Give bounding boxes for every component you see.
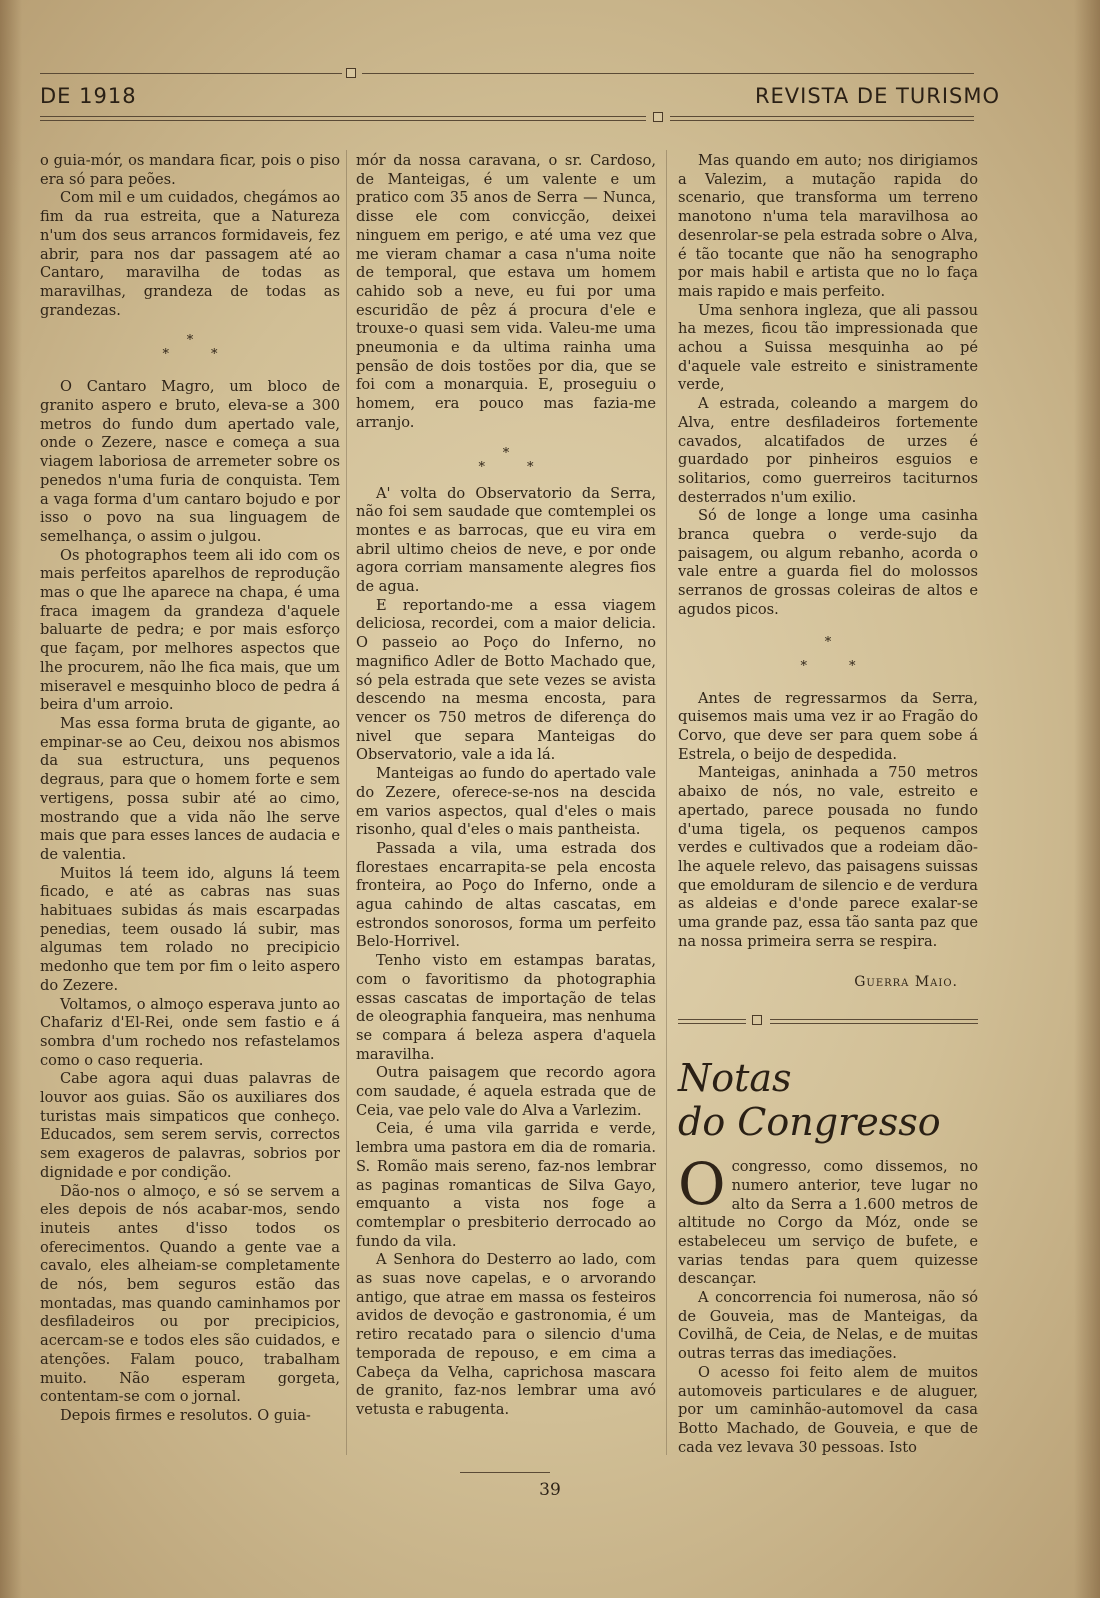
paragraph: Passada a vila, uma estrada dos florestaes encarrapita-se pela encosta fronteira, ao Poço do Inferno, onde a agua cahindo de altas cascatas, em estrondos sonorosos, forma um perfeito Belo-Horrivel.: [356, 839, 656, 951]
header-rule-right: [670, 116, 974, 121]
header-rule-left: [40, 116, 646, 121]
star: *: [502, 445, 510, 461]
divider-rule-left: [678, 1019, 746, 1024]
header-date: DE 1918: [40, 84, 137, 108]
section-title: [678, 1056, 978, 1144]
paragraph: Muitos lá teem ido, alguns lá teem ficado, e até as cabras nas suas habituaes subidas ás mais escarpadas penedias, teem ousado lá subir, mas algumas tem rolado no precipicio medonho que tem por fim o leito aspero do Zezere.: [40, 864, 340, 994]
page-edge-shadow-right: [1074, 0, 1100, 1598]
star: *: [527, 459, 534, 475]
article-column-3: [678, 152, 978, 1457]
star: *: [162, 347, 169, 363]
top-rule-left: [40, 73, 342, 74]
section-separator-stars: [678, 636, 978, 674]
article-column-1: [40, 152, 340, 1426]
author-signature: Guerra Maio.: [854, 974, 958, 991]
paragraph: Os photographos teem ali ido com os mais perfeitos aparelhos de reprodução mas o que lhe aparece na chapa, é uma fraca imagem da grandeza d'aquele baluarte de pedra; e por mais esforço que façam, por melhores aspectos que lhe procurem, não lhe fica mais, que um miseravel e mesquinho bloco de pedra á beira d'um arroio.: [40, 546, 340, 714]
star: *: [211, 347, 218, 363]
top-rule-right: [362, 73, 974, 74]
paragraph: Cabe agora aqui duas palavras de louvor aos guias. São os auxiliares dos turistas mais simpaticos que conheço. Educados, sem serem servis, correctos sem exageros de palavras, sobrios por dignidade e por condição.: [40, 1070, 340, 1181]
divider-rule-right: [770, 1019, 978, 1024]
paragraph: Outra paisagem que recordo agora com saudade, é aquela estrada que de Ceia, vae pelo vale do Alva a Varlezim.: [356, 1064, 656, 1119]
paragraph: A Senhora do Desterro ao lado, com as suas nove capelas, e o arvorando antigo, que atrae em massa os festeiros avidos de devoção e gastronomia, é um retiro recatado para o silencio d'uma temporada de repouso, e em cima a Cabeça da Velha, caprichosa mascara de granito, faz-nos lembrar uma avó vetusta e rabugenta.: [356, 1251, 656, 1418]
divider-ornament: [752, 1015, 762, 1025]
paragraph: Depois firmes e resolutos. O guia-: [60, 1407, 311, 1424]
section-separator-stars: [40, 334, 340, 362]
section-divider: [678, 1012, 978, 1032]
paragraph: O Cantaro Magro, um bloco de granito aspero e bruto, eleva-se a 300 metros do fundo dum apertado vale, onde o Zezere, nasce e começa a sua viagem laboriosa de arremeter sobre os penedos n'uma furia de conquista. Tem a vaga forma d'um cantaro bojudo e por isso o povo na sua linguagem de semelhança, o assim o julgou.: [40, 378, 340, 545]
page-number: 39: [539, 1480, 561, 1500]
paragraph: Manteigas, aninhada a 750 metros abaixo de nós, no vale, estreito e apertado, parece pousada no fundo d'uma tigela, os pequenos campos verdes e cultivados que a rodeiam dão-lhe aquele relevo, das paisagens suissas que emolduram de silencio e de verdura as aldeias e d'onde parece exalar-se uma grande paz, essa tão santa paz que na nossa primeira serra se respira.: [678, 764, 978, 950]
section-separator-stars: [356, 447, 656, 475]
paragraph: O acesso foi feito alem de muitos automoveis particulares e de aluguer, por um caminhão-automovel da casa Botto Machado, de Gouveia, e que de cada vez levava 30 pessoas. Isto: [678, 1363, 978, 1456]
paragraph: mór da nossa caravana, o sr. Cardoso, de Manteigas, é um valente e um pratico com 35 anos de Serra — Nunca, disse ele com convicção, deixei ninguem em perigo, e até uma vez que me vieram chamar a casa n'uma noite de temporal, que estava um homem cahido sob a neve, eu fui por uma escuridão de pêz á procura d'ele e trouxe-o quasi sem vida. Valeu-me uma pneumonia e da ultima rainha uma pensão de dois tostões por dia, que se foi com a monarquia. E, proseguiu o homem, era pouco mas fazia-me arranjo.: [356, 152, 656, 431]
top-ornament: [346, 68, 356, 78]
paragraph: Uma senhora ingleza, que ali passou ha mezes, ficou tão impressionada que achou a Suissa mesquinha ao pé d'aquele vale estreito e sinistramente verde,: [678, 301, 978, 394]
paragraph: Antes de regressarmos da Serra, quisemos mais uma vez ir ao Fragão do Corvo, que deve ser para quem sobe á Estrela, o beijo de despedida.: [678, 689, 978, 763]
paragraph: A concorrencia foi numerosa, não só de Gouveia, mas de Manteigas, da Covilhã, de Ceia, de Nelas, e de muitas outras terras das imediações.: [678, 1289, 978, 1363]
congresso-first-paragraph: [678, 1150, 978, 1289]
paragraph: Com mil e um cuidados, chegámos ao fim da rua estreita, que a Natureza n'um dos seus arrancos formidaveis, fez abrir, para nos dar passagem até ao Cantaro, maravilha de todas as maravilhas, grandeza de todas as grandezas.: [40, 189, 340, 319]
paragraph: Mas quando em auto; nos dirigiamos a Valezim, a mutação rapida do scenario, que transforma um terreno manotono n'uma tela maravilhosa ao desenrolar-se pela estrada sobre o Alva, é tão tocante que não ha senographo por mais habil e artista que no lo faça mais rapido e mais perfeito.: [678, 152, 978, 300]
column-divider-2: [666, 150, 667, 1455]
footer-rule: [460, 1472, 550, 1473]
column-divider-1: [346, 150, 347, 1455]
article-column-2: [356, 152, 656, 1420]
paragraph: E reportando-me a essa viagem deliciosa, recordei, com a maior delicia. O passeio ao Poço do Inferno, no magnifico Adler de Botto Machado que, só pela estrada que sete vezes se avista descendo na mesma encosta, para vencer os 750 metros de diferença do nivel que separa Manteigas do Observatorio, vale a ida lá.: [356, 596, 656, 764]
paragraph: Mas essa forma bruta de gigante, ao empinar-se ao Ceu, deixou nos abismos da sua estructura, uns pequenos degraus, para que o homem forte e sem vertigens, possa subir até ao cimo, mostrando que a vida não lhe serve mais que para esses lances de audacia e de valentia.: [40, 714, 340, 863]
paragraph: Ceia, é uma vila garrida e verde, lembra uma pastora em dia de romaria. S. Romão mais sereno, faz-nos lembrar as paginas romanticas de Silva Gayo, emquanto a vista nos foge a comtemplar o presbiterio derrocado ao fundo da vila.: [356, 1120, 656, 1250]
star: *: [478, 459, 485, 475]
star: *: [800, 658, 807, 674]
paragraph: A estrada, coleando a margem do Alva, entre desfiladeiros fortemente cavados, alcatifados de urzes é guardado por pinheiros esguios e solitarios, como guerreiros taciturnos desterrados n'um exilio.: [678, 395, 978, 506]
paragraph: Tenho visto em estampas baratas, com o favoritismo da photographia essas cascatas de importação de telas de oleographia fanqueira, mas nenhuma se compara á beleza aspera d'aquela maravilha.: [356, 952, 656, 1063]
paragraph: Manteigas ao fundo do apertado vale do Zezere, oferece-se-nos na descida em varios aspectos, qual d'eles o mais risonho, qual d'eles o mais pantheista.: [356, 765, 656, 839]
section-title-line-2: do Congresso: [678, 1100, 941, 1145]
paragraph: A' volta do Observatorio da Serra, não foi sem saudade que comtemplei os montes e as barrocas, que eu vira em abril ultimo cheios de neve, e por onde agora corriam mansamente alegres fios de agua.: [356, 484, 656, 596]
drop-cap: O: [678, 1150, 726, 1219]
section-title-line-1: Notas: [678, 1056, 792, 1101]
congresso-first-text: congresso, como dissemos, no numero anterior, teve lugar no alto da Serra a 1.600 metros de altitude no Corgo da Móz, onde se estabeleceu um serviço de bufete, e varias tendas para quem quizesse descançar.: [678, 1158, 978, 1288]
page-edge-shadow-left: [0, 0, 22, 1598]
paragraph: Dão-nos o almoço, e só se servem a eles depois de nós acabar-mos, sendo inuteis antes d'isso todos os oferecimentos. Quando a gente vae a cavalo, eles alheiam-se completamente de nós, bem seguros estão das montadas, mas quando caminhamos por desfiladeiros ou por precipicios, acercam-se e todos eles são cuidados, e atenções. Falam pouco, trabalham muito. Não esperam gorgeta, contentam-se com o jornal.: [40, 1182, 340, 1406]
paragraph: o guia-mór, os mandara ficar, pois o piso era só para peões.: [40, 152, 340, 188]
star: *: [186, 333, 194, 349]
star: *: [824, 634, 832, 650]
header-title: REVISTA DE TURISMO: [754, 84, 1000, 108]
star: *: [849, 658, 856, 674]
paragraph: Só de longe a longe uma casinha branca quebra o verde-sujo da paisagem, ou algum rebanho, acorda o vale entre a guarda fiel do molossos serranos de grossas coleiras de altos e agudos picos.: [678, 507, 978, 618]
paragraph: Voltamos, o almoço esperava junto ao Chafariz d'El-Rei, onde sem fastio e á sombra d'um rochedo nos refastelamos como o caso requeria.: [40, 995, 340, 1069]
header-ornament: [653, 112, 663, 122]
